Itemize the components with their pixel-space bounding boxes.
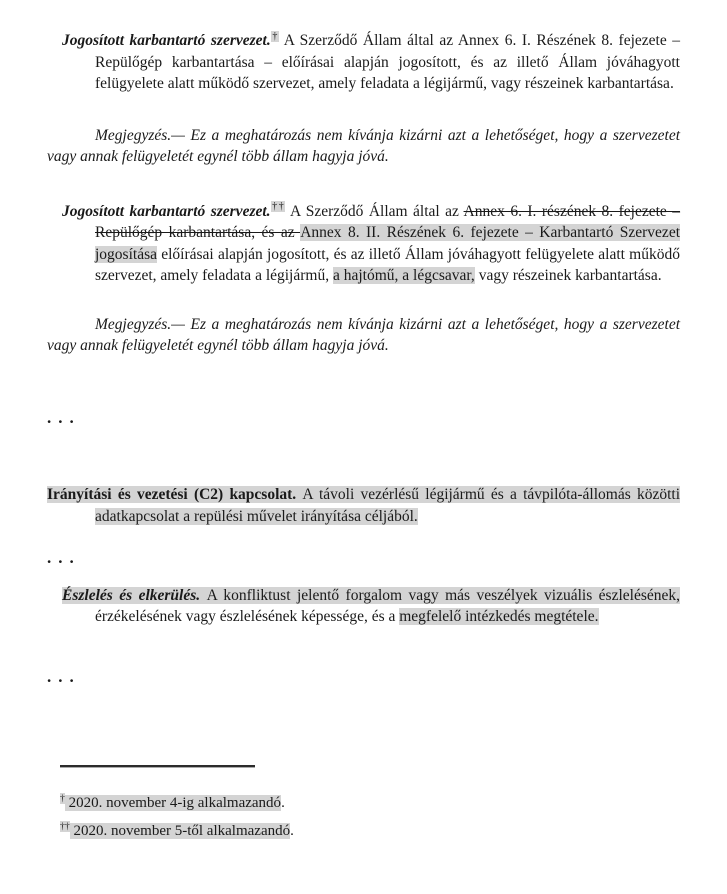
text-segment: †† bbox=[60, 821, 70, 832]
ellipsis-separator-1: ... bbox=[47, 407, 81, 427]
text-segment: előírásai alapján jogosított, és az illető Állam jóváhagyott felügyelete alatt működő szervezet, amely feladata a légijármű, bbox=[95, 245, 680, 284]
definition-authorized-maintenance-org-new bbox=[62, 201, 680, 287]
definition-detect-and-avoid bbox=[62, 585, 680, 628]
text-segment: 2020. november 5-től alkalmazandó bbox=[69, 823, 291, 839]
text-segment: †† bbox=[270, 201, 286, 213]
footnote-double-dagger bbox=[60, 821, 680, 842]
text-segment: Annex 6. I. részének 8. fejezete – Repülőgép karbantartása, és az bbox=[95, 202, 681, 241]
text-segment: 2020. november 4-ig alkalmazandó bbox=[64, 795, 282, 811]
text-segment: Jogosított karbantartó szervezet. bbox=[62, 202, 271, 220]
ellipsis-separator-2: ... bbox=[47, 548, 81, 567]
note-1 bbox=[47, 125, 680, 168]
definition-c2-link bbox=[47, 484, 680, 527]
footnote-dagger bbox=[60, 793, 680, 814]
text-segment: Jogosított karbantartó szervezet. bbox=[62, 32, 271, 49]
text-segment: . bbox=[290, 823, 294, 839]
note-2 bbox=[47, 314, 680, 357]
text-segment: A Szerződő Állam által az bbox=[285, 202, 464, 220]
text-segment: a hajtómű, a légcsavar, bbox=[332, 267, 475, 284]
text-segment: A konfliktust jelentő forgalom vagy más veszélyek vizuális észlelésének, bbox=[206, 586, 680, 604]
text-segment: vagy részeinek karbantartása. bbox=[474, 267, 662, 284]
text-segment: † bbox=[60, 793, 65, 804]
text-segment: Irányítási és vezetési (C2) kapcsolat. bbox=[47, 486, 303, 503]
ellipsis-separator-3: ... bbox=[47, 666, 81, 686]
definition-authorized-maintenance-org-old bbox=[62, 30, 680, 95]
text-segment: Annex 8. II. Részének 6. fejezete – Karbantartó Szervezet jogosítása bbox=[95, 224, 680, 263]
text-segment: Megjegyzés.— Ez a meghatározás nem kívánja kizárni azt a lehetőséget, hogy a szervezetet vagy annak felügyeletét egynél több állam hagyja jóvá. bbox=[47, 315, 680, 354]
footnote-separator-rule bbox=[60, 765, 255, 767]
text-segment: A távoli vezérlésű légijármű és a távpilóta-állomás közötti adatkapcsolat a repülési művelet irányítása céljából. bbox=[95, 486, 681, 525]
text-segment: érzékelésének vagy észlelésének képessége, és a bbox=[95, 608, 400, 625]
text-segment: . bbox=[281, 795, 285, 811]
text-segment: A Szerződő Állam által az Annex 6. I. Részének 8. fejezete – Repülőgép karbantartása – előírásai alapján jogosított, és az illető Állam jóváhagyott felügyelete alatt működő szervezet, amely feladata a légijármű, vagy részeinek karbantartása. bbox=[95, 32, 680, 92]
text-segment: Megjegyzés.— Ez a meghatározás nem kívánja kizárni azt a lehetőséget, hogy a szervezetet vagy annak felügyeletét egynél több állam hagyja jóvá. bbox=[47, 126, 680, 165]
text-segment: megfelelő intézkedés megtétele. bbox=[399, 608, 599, 625]
text-segment: † bbox=[270, 30, 280, 42]
text-segment: Észlelés és elkerülés. bbox=[62, 586, 207, 604]
